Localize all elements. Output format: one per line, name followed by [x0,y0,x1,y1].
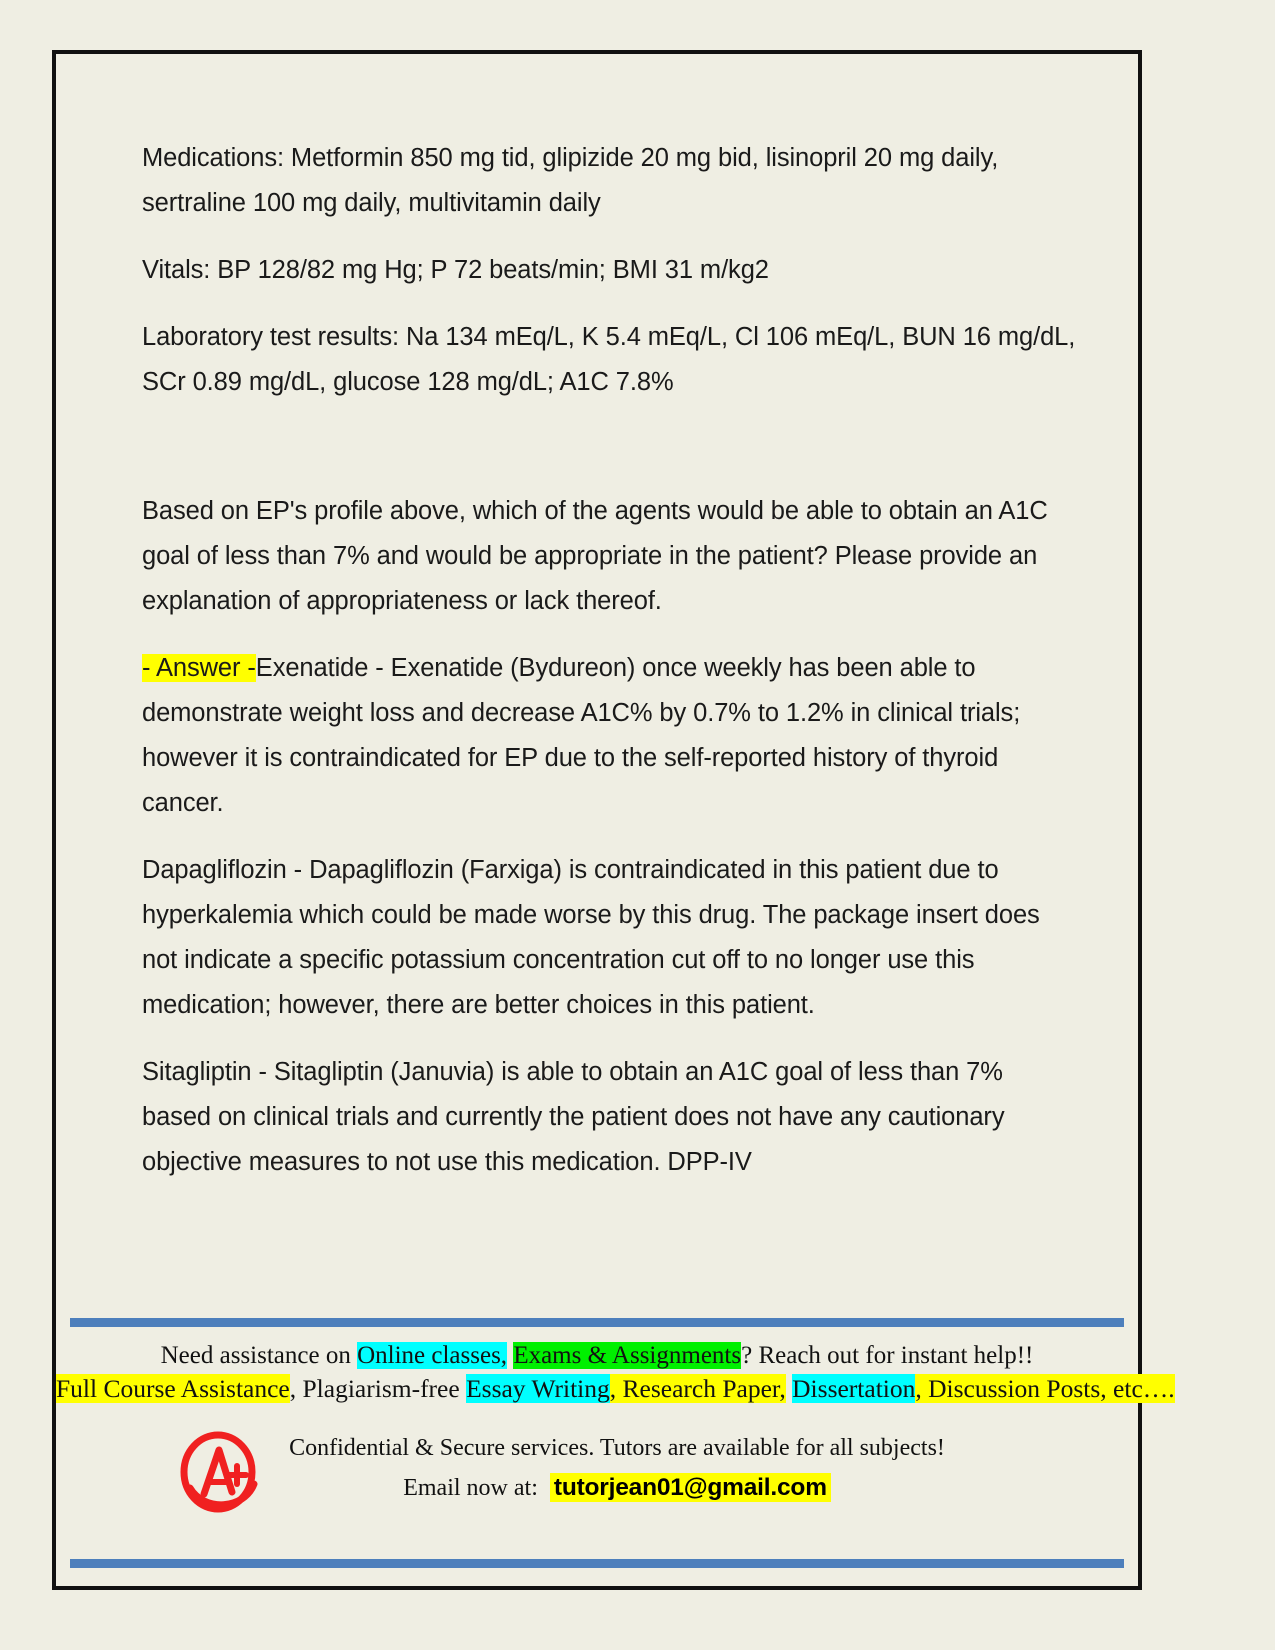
answer-label-highlight: - Answer - [142,654,256,682]
promo-2-essay-writing: Essay Writing [466,1374,610,1403]
answer-body-text: Exenatide - Exenatide (Bydureon) once weekly has been able to demonstrate weight loss and decrease A1C% by 0.7% to 1.2% in clinical trials; however it is contraindicated for EP due to the self-reported history of thyroid cancer. [142,654,1021,817]
document-page [52,50,1175,1590]
promo-2-dissertation: Dissertation [792,1374,916,1403]
paragraph-vitals: Vitals: BP 128/82 mg Hg; P 72 beats/min; BMI 31 m/kg2 [142,256,769,284]
email-line [56,1468,1138,1508]
promo-2-full-course-assistance: Full Course Assistance [56,1374,290,1403]
email-address[interactable]: tutorjean01@gmail.com [550,1473,831,1502]
paragraph-dapagliflozin: Dapagliflozin - Dapagliflozin (Farxiga) is contraindicated in this patient due to hyperkalemia which could be made worse by this drug. The package insert does not indicate a specific potassium concentration cut off to no longer use this medication; however, there are better choices in this patient. [142,856,1040,1019]
promo-1-online-classes: Online classes, [357,1342,508,1369]
promo-line-2 [56,1372,1175,1406]
paragraph-answer-exenatide [142,646,1077,826]
promo-1-text-b: ? Reach out for instant help!! [741,1342,1034,1369]
document-body [142,136,1077,1207]
promo-line-1 [56,1340,1138,1372]
promo-1-text-a: Need assistance on [160,1342,358,1369]
footer-divider-bottom [70,1559,1124,1568]
promotional-footer [56,1318,1175,1586]
paragraph-question: Based on EP's profile above, which of the agents would be able to obtain an A1C goal of less than 7% and would be appropriate in the patient? Please provide an explanation of appropriateness or lack thereof. [142,497,1048,615]
email-label: Email now at: [403,1475,538,1501]
contact-block [56,1430,1138,1508]
promo-2-discussion-posts: , Discussion Posts, etc…. [915,1374,1175,1403]
footer-divider-top [70,1318,1124,1327]
paragraph-sitagliptin: Sitagliptin - Sitagliptin (Januvia) is able to obtain an A1C goal of less than 7% based on clinical trials and currently the patient does not have any cautionary objective measures to not use this medication. DPP-IV [142,1058,1005,1176]
paragraph-medications: Medications: Metformin 850 mg tid, glipizide 20 mg bid, lisinopril 20 mg daily, sertraline 100 mg daily, multivitamin daily [142,144,999,217]
promo-1-exams-assignments: Exams & Assignments [513,1342,742,1369]
confidential-services-text: Confidential & Secure services. Tutors are available for all subjects! [289,1435,945,1461]
promo-2-research-paper: , Research Paper, [609,1374,786,1403]
paragraph-laboratory-results: Laboratory test results: Na 134 mEq/L, K 5.4 mEq/L, Cl 106 mEq/L, BUN 16 mg/dL, SCr 0.89 mg/dL, glucose 128 mg/dL; A1C 7.8% [142,323,1076,396]
promo-2-plagiarism-free: , Plagiarism-free [289,1374,467,1403]
